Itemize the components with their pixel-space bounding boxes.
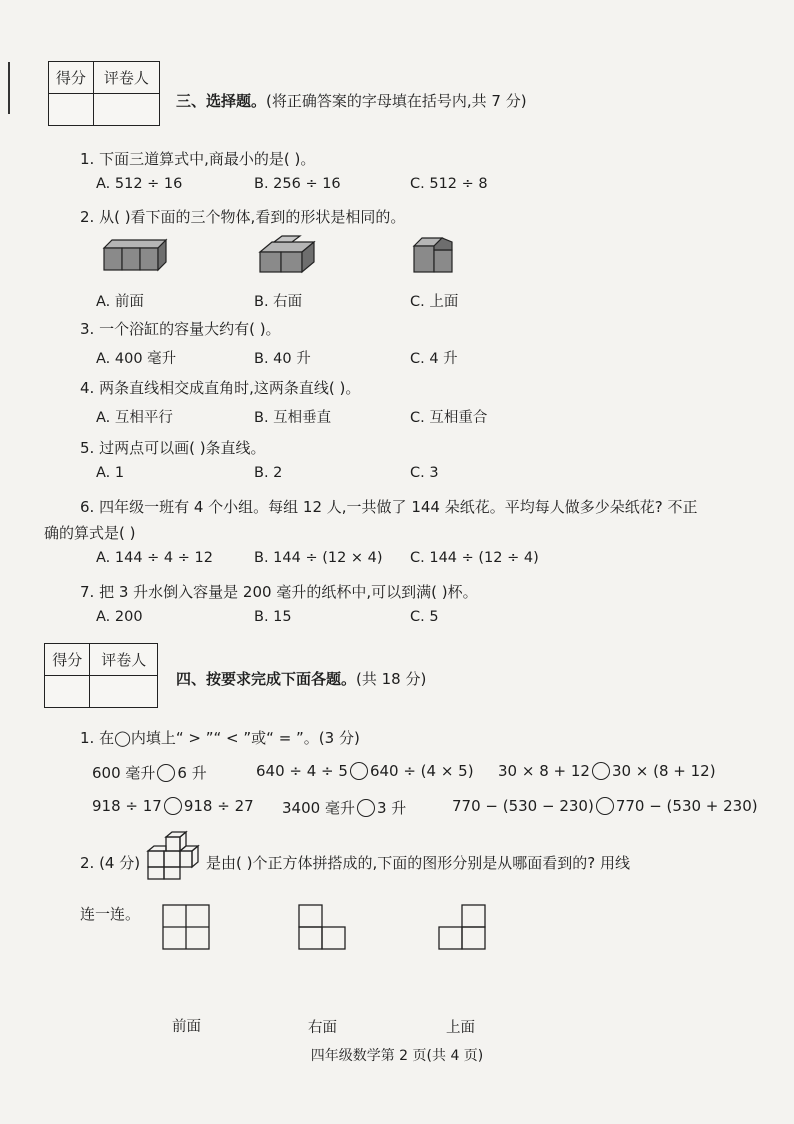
compare-item-1: 600 毫升 6 升 <box>92 764 207 782</box>
score-label: 得分 <box>49 62 94 94</box>
score-label: 得分 <box>45 644 90 676</box>
s4-question-2: 是由( )个正方体拼搭成的,下面的图形分别是从哪面看到的? 用线 <box>206 854 630 872</box>
q2-option-c: C. 上面 <box>410 294 459 310</box>
s4-question-2-prefix: 2. (4 分) <box>80 854 141 872</box>
q3-option-a: A. 400 毫升 <box>96 351 177 367</box>
section4-title: 四、按要求完成下面各题。(共 18 分) <box>176 670 427 688</box>
compare-circle[interactable] <box>357 799 375 817</box>
q6-option-c: C. 144 ÷ (12 ÷ 4) <box>410 550 539 566</box>
view-label-right: 右面 <box>308 1020 337 1036</box>
object-c-figure <box>414 238 456 274</box>
compare-item-2: 640 ÷ 4 ÷ 5 640 ÷ (4 × 5) <box>256 762 474 780</box>
q7-option-b: B. 15 <box>254 609 292 625</box>
q4-option-b: B. 互相垂直 <box>254 410 332 426</box>
view-shape-1 <box>162 904 210 950</box>
object-a-figure <box>104 240 166 272</box>
page-footer: 四年级数学第 2 页(共 4 页) <box>310 1048 484 1064</box>
q7-option-c: C. 5 <box>410 609 439 625</box>
view-shape-2 <box>298 904 346 950</box>
score-cell[interactable] <box>45 676 90 708</box>
question-7: 7. 把 3 升水倒入容量是 200 毫升的纸杯中,可以到满( )杯。 <box>80 583 478 601</box>
view-label-front: 前面 <box>172 1019 201 1035</box>
s4-question-2-cont: 连一连。 <box>80 905 141 923</box>
q1-option-c: C. 512 ÷ 8 <box>410 176 488 192</box>
question-4: 4. 两条直线相交成直角时,这两条直线( )。 <box>80 379 361 397</box>
question-5: 5. 过两点可以画( )条直线。 <box>80 439 266 457</box>
q7-option-a: A. 200 <box>96 609 143 625</box>
q2-option-a: A. 前面 <box>96 294 144 310</box>
compare-item-4: 918 ÷ 17 918 ÷ 27 <box>92 797 254 815</box>
q4-option-a: A. 互相平行 <box>96 410 173 426</box>
s4-question-1: 1. 在◯内填上“ > ”“ < ”或“ = ”。(3 分) <box>80 729 360 747</box>
q6-option-a: A. 144 ÷ 4 ÷ 12 <box>96 550 213 566</box>
compare-item-3: 30 × 8 + 12 30 × (8 + 12) <box>498 762 716 780</box>
grader-label: 评卷人 <box>90 644 158 676</box>
compare-circle[interactable] <box>157 764 175 782</box>
q1-option-b: B. 256 ÷ 16 <box>254 176 341 192</box>
question-2: 2. 从( )看下面的三个物体,看到的形状是相同的。 <box>80 208 406 226</box>
score-cell[interactable] <box>49 94 94 126</box>
question-1: 1. 下面三道算式中,商最小的是( )。 <box>80 150 316 168</box>
compare-circle[interactable] <box>350 762 368 780</box>
section3-title: 三、选择题。(将正确答案的字母填在括号内,共 7 分) <box>176 92 527 110</box>
q5-option-a: A. 1 <box>96 465 125 481</box>
q4-option-c: C. 互相重合 <box>410 410 488 426</box>
q5-option-c: C. 3 <box>410 465 439 481</box>
compare-item-6: 770 − (530 − 230) 770 − (530 + 230) <box>452 797 758 815</box>
stacked-cubes-figure <box>146 831 206 881</box>
compare-circle[interactable] <box>164 797 182 815</box>
grader-cell[interactable] <box>93 94 159 126</box>
compare-item-5: 3400 毫升 3 升 <box>282 799 407 817</box>
score-box-section3 <box>48 61 160 126</box>
compare-circle[interactable] <box>596 797 614 815</box>
question-6-cont: 确的算式是( ) <box>44 524 136 542</box>
grader-label: 评卷人 <box>93 62 159 94</box>
q3-option-c: C. 4 升 <box>410 351 458 367</box>
score-box-section4 <box>44 643 158 708</box>
q3-option-b: B. 40 升 <box>254 351 311 367</box>
view-label-top: 上面 <box>446 1020 475 1036</box>
question-6: 6. 四年级一班有 4 个小组。每组 12 人,一共做了 144 朵纸花。平均每人做多少朵纸花? 不正 <box>80 498 698 516</box>
q2-option-b: B. 右面 <box>254 294 303 310</box>
question-3: 3. 一个浴缸的容量大约有( )。 <box>80 320 281 338</box>
compare-circle[interactable] <box>592 762 610 780</box>
object-b-figure <box>260 238 320 274</box>
q5-option-b: B. 2 <box>254 465 283 481</box>
q1-option-a: A. 512 ÷ 16 <box>96 176 183 192</box>
binding-margin-mark <box>0 62 10 114</box>
q6-option-b: B. 144 ÷ (12 × 4) <box>254 550 383 566</box>
view-shape-3 <box>438 904 486 950</box>
grader-cell[interactable] <box>90 676 158 708</box>
